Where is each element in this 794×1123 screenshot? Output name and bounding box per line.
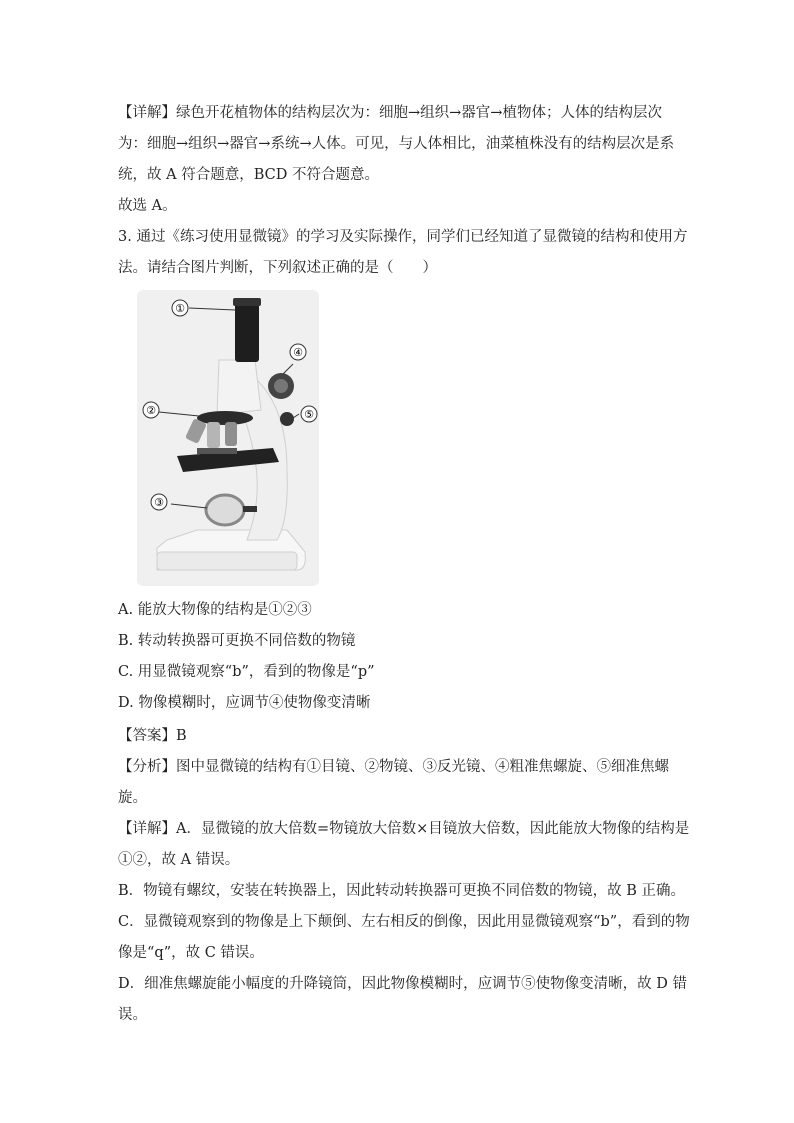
option-b: B. 转动转换器可更换不同倍数的物镜 [118, 633, 356, 649]
answer-line: 【答案】B [118, 728, 187, 744]
detail-line: 为：细胞→组织→器官→系统→人体。可见，与人体相比，油菜植株没有的结构层次是系 [118, 136, 675, 152]
explanation-line: D．细准焦螺旋能小幅度的升降镜筒，因此物像模糊时，应调节⑤使物像变清晰，故 D 错 [118, 976, 687, 992]
callout-5: ⑤ [304, 408, 314, 421]
explanation-line: 误。 [118, 1007, 147, 1023]
callout-1: ① [175, 302, 185, 315]
microscope-figure [137, 290, 319, 586]
explanation-line: ①②，故 A 错误。 [118, 852, 240, 868]
explanation-line: 【详解】A．显微镜的放大倍数=物镜放大倍数×目镜放大倍数，因此能放大物像的结构是 [118, 821, 690, 837]
question-stem: 法。请结合图片判断，下列叙述正确的是（ ） [118, 260, 437, 276]
callout-4: ④ [293, 346, 303, 359]
detail-line: 统，故 A 符合题意，BCD 不符合题意。 [118, 167, 379, 183]
option-c: C. 用显微镜观察“b”，看到的物像是“p” [118, 664, 375, 680]
detail-line: 【详解】绿色开花植物体的结构层次为：细胞→组织→器官→植物体；人体的结构层次 [118, 105, 662, 121]
microscope-illustration [137, 290, 319, 586]
explanation-line: B．物镜有螺纹，安装在转换器上，因此转动转换器可更换不同倍数的物镜，故 B 正确。 [118, 883, 686, 899]
explanation-line: C．显微镜观察到的物像是上下颠倒、左右相反的倒像，因此用显微镜观察“b”，看到的物 [118, 914, 690, 930]
conclusion-line: 故选 A。 [118, 198, 177, 214]
callout-2: ② [146, 404, 156, 417]
analysis-line: 【分析】图中显微镜的结构有①目镜、②物镜、③反光镜、④粗准焦螺旋、⑤细准焦螺 [118, 759, 669, 775]
callout-3: ③ [154, 496, 164, 509]
explanation-line: 像是“q”，故 C 错误。 [118, 945, 264, 961]
option-d: D. 物像模糊时，应调节④使物像变清晰 [118, 695, 371, 711]
question-stem: 3. 通过《练习使用显微镜》的学习及实际操作，同学们已经知道了显微镜的结构和使用方 [118, 229, 688, 245]
analysis-line: 旋。 [118, 790, 147, 806]
option-a: A. 能放大物像的结构是①②③ [118, 602, 312, 618]
